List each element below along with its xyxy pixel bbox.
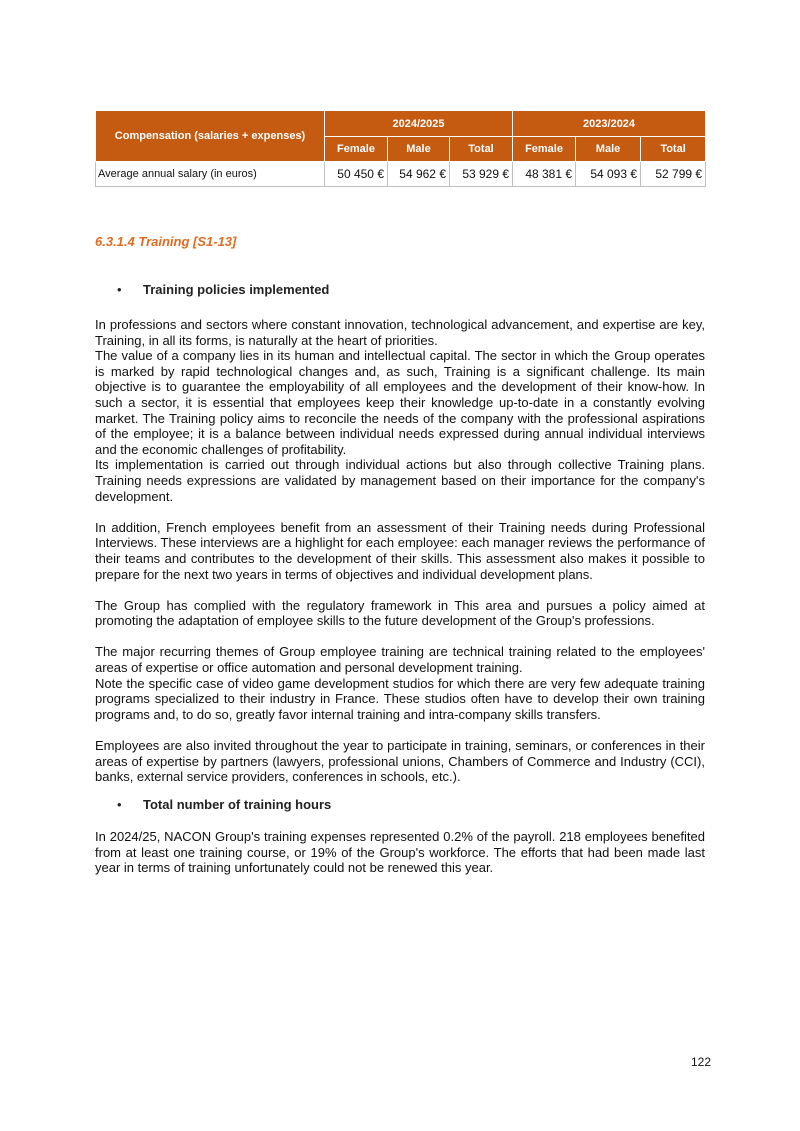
table-cell: 48 381 € bbox=[513, 162, 576, 187]
section-title: 6.3.1.4 Training [S1-13] bbox=[95, 234, 237, 249]
paragraph: Employees are also invited throughout the year to participate in training, seminars, or conferences in their areas of expertise by partners (lawyers, professional unions, Chambers of Commerce and Industry (CCI), banks, external service providers, conferences in schools, etc.). bbox=[95, 738, 705, 785]
compensation-table bbox=[95, 110, 706, 187]
table-cell: 50 450 € bbox=[325, 162, 388, 187]
column-header: Female bbox=[513, 137, 576, 162]
bullet-heading-policies bbox=[117, 282, 329, 297]
column-header: Male bbox=[576, 137, 641, 162]
column-header: Total bbox=[450, 137, 513, 162]
paragraph: In addition, French employees benefit from an assessment of their Training needs during Professional Interviews. These interviews are a highlight for each employee: each manager reviews the performance of their teams and contributes to the development of their skills. This assessment also makes it possible to prepare for the next two years in terms of objectives and individual development plans. bbox=[95, 519, 705, 582]
paragraph: In 2024/25, NACON Group's training expenses represented 0.2% of the payroll. 218 employees benefited from at least one training course, or 19% of the Group's workforce. The efforts that had been made last year in terms of training unfortunately could not be renewed this year. bbox=[95, 829, 705, 876]
table-cell: 52 799 € bbox=[641, 162, 706, 187]
paragraph: Its implementation is carried out through individual actions but also through collective Training plans. Training needs expressions are validated by management based on their importance for the company's development. bbox=[95, 457, 705, 504]
table-cell: 53 929 € bbox=[450, 162, 513, 187]
paragraph: Note the specific case of video game development studios for which there are very few adequate training programs specialized to their industry in France. These studios often have to develop their own training programs and, to do so, greatly favor internal training and intra-company skills transfers. bbox=[95, 675, 705, 722]
bullet-icon: • bbox=[117, 797, 122, 812]
table-cell: 54 093 € bbox=[576, 162, 641, 187]
paragraph: The Group has complied with the regulatory framework in This area and pursues a policy aimed at promoting the adaptation of employee skills to the future development of the Group's professions. bbox=[95, 597, 705, 629]
column-header: Total bbox=[641, 137, 706, 162]
column-header: Male bbox=[388, 137, 450, 162]
page-number: 122 bbox=[690, 1055, 711, 1069]
table-cell: 54 962 € bbox=[388, 162, 450, 187]
paragraph: The value of a company lies in its human and intellectual capital. The sector in which the Group operates is marked by rapid technological changes and, as such, Training is a significant challenge. Its main objective is to guarantee the employability of all employees and the development of their know-how. In such a sector, it is essential that employees keep their knowledge up-to-date in a constantly evolving market. The Training policy aims to reconcile the needs of the company with the professional aspirations of the employee; it is a balance between individual needs expressed during annual individual interviews and the economic challenges of profitability. bbox=[95, 348, 705, 457]
period-header-2023-2024: 2023/2024 bbox=[513, 111, 706, 137]
paragraph: In professions and sectors where constant innovation, technological advancement, and expertise are key, Training, in all its forms, is naturally at the heart of priorities. bbox=[95, 317, 705, 348]
table-row bbox=[96, 162, 706, 187]
bullet-icon: • bbox=[117, 282, 122, 297]
table-row-header: Compensation (salaries + expenses) bbox=[96, 111, 325, 162]
training-policy-text bbox=[95, 317, 705, 785]
paragraph: The major recurring themes of Group employee training are technical training related to the employees' areas of expertise or office automation and personal development training. bbox=[95, 644, 705, 676]
bullet-heading-label: Training policies implemented bbox=[143, 282, 330, 297]
column-header: Female bbox=[325, 137, 388, 162]
bullet-heading-label: Total number of training hours bbox=[143, 797, 332, 812]
training-hours-text bbox=[95, 829, 705, 876]
row-label: Average annual salary (in euros) bbox=[96, 162, 325, 187]
bullet-heading-hours bbox=[117, 797, 331, 812]
period-header-2024-2025: 2024/2025 bbox=[325, 111, 513, 137]
